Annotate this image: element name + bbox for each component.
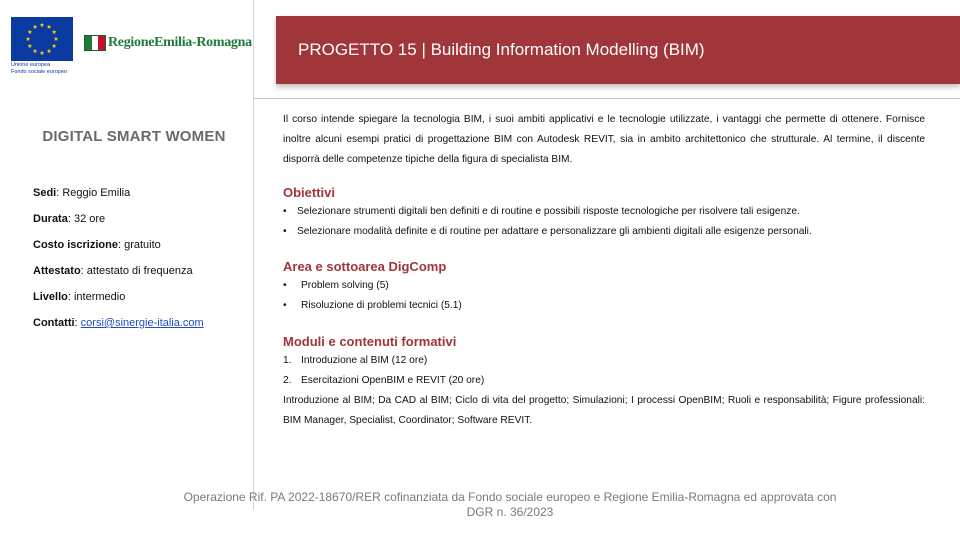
digcomp-list (283, 276, 925, 316)
info-label: Durata (33, 213, 68, 225)
list-item (283, 222, 925, 242)
list-item-text: Selezionare strumenti digitali ben definiti e di routine e possibili risposte tecnologiche per risolvere tali esigenze. (297, 206, 800, 217)
bullet-icon: • (283, 226, 287, 237)
info-sedi (33, 186, 204, 212)
eu-star-icon (28, 44, 33, 48)
info-durata (33, 212, 204, 238)
footer-note (170, 490, 850, 520)
page-title: PROGETTO 15 | Building Information Modelling (BIM) (298, 40, 705, 59)
horizontal-divider (253, 98, 960, 99)
eu-star-icon (54, 37, 59, 41)
bullet-icon: • (283, 206, 287, 217)
region-logo (84, 35, 252, 51)
footer-line1: Operazione Rif. PA 2022-18670/RER cofinanziata da Fondo sociale europeo e Regione Emilia-Romagna ed approvata con (183, 490, 837, 504)
list-item-text: Risoluzione di problemi tecnici (5.1) (301, 300, 462, 311)
list-item-text: Selezionare modalità definite e di routine per adattare e personalizzare gli ambienti digitali alle esigenze personali. (297, 226, 812, 237)
main-content (283, 110, 925, 431)
eu-star-icon (52, 44, 57, 48)
obiettivi-title: Obiettivi (283, 185, 336, 200)
list-item-text: Introduzione al BIM (12 ore) (301, 355, 428, 366)
eu-caption (11, 62, 91, 75)
info-label: Attestato (33, 265, 81, 277)
brand-title: DIGITAL SMART WOMEN (42, 128, 226, 145)
info-value: : gratuito (117, 239, 161, 251)
course-info (33, 186, 204, 342)
bullet-icon: • (283, 300, 287, 311)
list-item-text: Problem solving (5) (301, 280, 389, 291)
eu-star-icon (28, 30, 33, 34)
eu-star-icon (52, 30, 57, 34)
info-costo (33, 238, 204, 264)
info-label: Livello (33, 291, 68, 303)
moduli-list (283, 351, 925, 391)
list-number: 1. (283, 355, 292, 366)
list-number: 2. (283, 375, 292, 386)
list-item-text: Esercitazioni OpenBIM e REVIT (20 ore) (301, 375, 485, 386)
eu-flag-logo (11, 17, 73, 61)
list-item (283, 276, 925, 296)
info-value: : 32 ore (67, 213, 106, 225)
intro-paragraph: Il corso intende spiegare la tecnologia BIM, i suoi ambiti applicativi e le tecnologie utilizzate, i vantaggi che permette di ottenere. Fornisce inoltre alcuni esempi pratici di progettazione BIM con Autodesk REVIT, sia in ambito architettonico che strutturale. Al termine, il discente disporrà delle competenze tipiche della figura di specialista BIM. (283, 114, 925, 165)
eu-star-icon (26, 37, 31, 41)
info-value: : Reggio Emilia (56, 187, 131, 199)
eu-star-icon (40, 23, 45, 27)
bullet-icon: • (283, 280, 287, 291)
eu-star-icon (47, 24, 52, 28)
info-label: Contatti (33, 317, 75, 329)
info-value: : attestato di frequenza (80, 265, 193, 277)
digcomp-title: Area e sottoarea DigComp (283, 259, 447, 274)
obiettivi-list (283, 202, 925, 242)
moduli-description: Introduzione al BIM; Da CAD al BIM; Ciclo di vita del progetto; Simulazioni; I processi OpenBIM; Ruoli e responsabilità; Figure professionali: BIM Manager, Specialist, Coordinator; Software REVIT. (283, 395, 925, 426)
eu-star-icon (47, 49, 52, 53)
region-flag-icon (84, 35, 106, 51)
region-name: RegioneEmilia-Romagna (108, 35, 252, 50)
info-label: Costo iscrizione (33, 239, 118, 251)
info-attestato (33, 264, 204, 290)
eu-star-icon (40, 51, 45, 55)
list-item (283, 296, 925, 316)
moduli-title: Moduli e contenuti formativi (283, 334, 457, 349)
eu-star-icon (33, 24, 38, 28)
info-value: : (74, 317, 81, 329)
info-livello (33, 290, 204, 316)
list-item (283, 371, 925, 391)
eu-star-icon (33, 49, 38, 53)
eu-caption-line1: Unione europea (11, 62, 51, 68)
vertical-divider (253, 0, 254, 510)
eu-caption-line2: Fondo sociale europeo (11, 68, 67, 75)
list-item (283, 351, 925, 371)
info-value: : intermedio (67, 291, 126, 303)
footer-line2: DGR n. 36/2023 (466, 505, 554, 519)
contact-email-link[interactable]: corsi@sinergie-italia.com (80, 317, 204, 329)
info-contatti (33, 316, 204, 342)
title-banner (276, 16, 960, 84)
list-item (283, 202, 925, 222)
info-label: Sedi (33, 187, 57, 199)
